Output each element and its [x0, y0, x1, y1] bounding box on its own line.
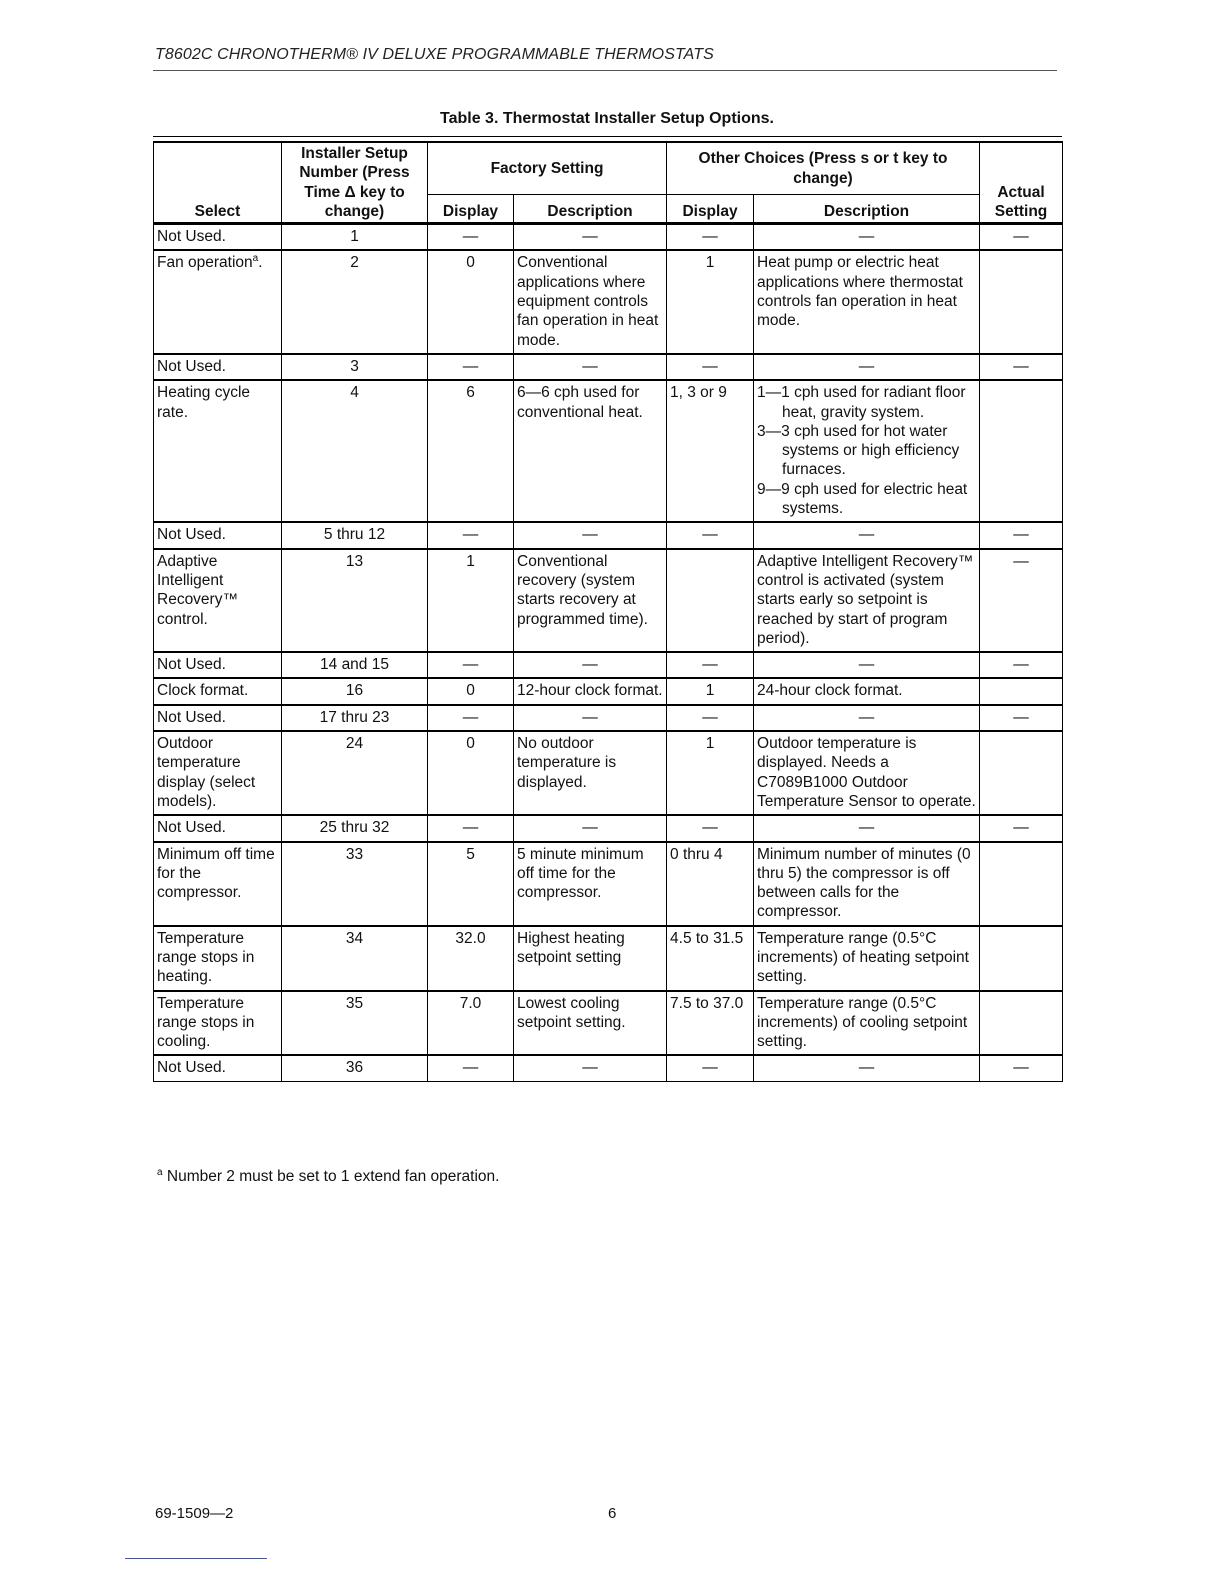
cell-factory-display: 0 [428, 731, 514, 815]
cell-other-description [754, 815, 980, 841]
cell-actual-setting: — [980, 354, 1063, 380]
header-select: Select [154, 142, 282, 224]
cell-factory-display: 0 [428, 678, 514, 704]
other-description-line: 9—9 cph used for electric heat systems. [757, 480, 968, 518]
footnote-ref: a [252, 253, 259, 265]
footnote-text: Number 2 must be set to 1 extend fan operation. [166, 1168, 500, 1185]
table-row [154, 250, 1063, 353]
footnote-marker: a [157, 1166, 163, 1178]
cell-other-display [667, 549, 754, 652]
cell-other-display: 7.5 to 37.0 [667, 991, 754, 1056]
cell-factory-display: 0 [428, 250, 514, 353]
cell-other-display: 0 thru 4 [667, 842, 754, 926]
cell-other-description [754, 842, 980, 926]
cell-factory-display: 1 [428, 549, 514, 652]
cell-factory-description: — [514, 354, 667, 380]
cell-factory-description: Conventional recovery (system starts recovery at programmed time). [514, 549, 667, 652]
table-row [154, 224, 1063, 251]
cell-other-description [754, 1055, 980, 1081]
select-text: Not Used. [157, 357, 226, 375]
cell-select [154, 991, 282, 1056]
table-row [154, 522, 1063, 548]
table-row [154, 652, 1063, 678]
cell-other-description [754, 926, 980, 991]
cell-other-display: — [667, 815, 754, 841]
cell-select [154, 815, 282, 841]
cell-select [154, 380, 282, 522]
cell-factory-display: — [428, 522, 514, 548]
cell-actual-setting [980, 250, 1063, 353]
cell-select [154, 652, 282, 678]
cell-select [154, 224, 282, 251]
cell-factory-display: — [428, 354, 514, 380]
cell-setup-number: 17 thru 23 [282, 705, 428, 731]
select-text: Not Used. [157, 526, 226, 544]
cell-factory-description: — [514, 705, 667, 731]
table-row [154, 678, 1063, 704]
header-other-display: Display [667, 195, 754, 224]
cell-factory-description: Highest heating setpoint setting [514, 926, 667, 991]
table-row [154, 354, 1063, 380]
table-row [154, 380, 1063, 522]
header-actual-setting: Actual Setting [980, 142, 1063, 224]
header-other-choices: Other Choices (Press s or t key to change) [667, 142, 980, 195]
running-header: T8602C CHRONOTHERM® IV DELUXE PROGRAMMABLE THERMOSTATS [155, 46, 714, 63]
select-text: Outdoor temperature display (select models). [157, 735, 256, 810]
other-description-line: — [858, 357, 875, 375]
cell-other-description [754, 731, 980, 815]
cell-actual-setting: — [980, 1055, 1063, 1081]
cell-factory-description: 5 minute minimum off time for the compressor. [514, 842, 667, 926]
other-description-line: — [858, 526, 875, 544]
header-other-description: Description [754, 195, 980, 224]
cell-other-display: 1 [667, 731, 754, 815]
other-description-line: 24-hour clock format. [757, 682, 903, 700]
other-description-line: Minimum number of minutes (0 thru 5) the compressor is off between calls for the compressor. [757, 845, 971, 921]
table-row [154, 991, 1063, 1056]
cell-actual-setting: — [980, 549, 1063, 652]
select-text: Heating cycle rate. [157, 384, 251, 421]
cell-factory-description: 12-hour clock format. [514, 678, 667, 704]
header-factory-setting: Factory Setting [428, 142, 667, 195]
table-row [154, 842, 1063, 926]
table-row [154, 815, 1063, 841]
cell-other-description [754, 991, 980, 1056]
cell-setup-number: 5 thru 12 [282, 522, 428, 548]
cell-factory-description: — [514, 652, 667, 678]
table-row [154, 549, 1063, 652]
select-text: Not Used. [157, 819, 226, 837]
cell-other-display: — [667, 522, 754, 548]
cell-other-description [754, 705, 980, 731]
table-footnote [157, 1168, 499, 1186]
table-body [154, 224, 1063, 1082]
cell-factory-display: 6 [428, 380, 514, 522]
select-text: Not Used. [157, 656, 226, 674]
cell-other-description [754, 380, 980, 522]
cell-other-display: 1 [667, 678, 754, 704]
cell-other-description [754, 678, 980, 704]
cell-setup-number: 35 [282, 991, 428, 1056]
select-text: Temperature range stops in heating. [157, 929, 255, 986]
cell-select [154, 926, 282, 991]
document-number: 69-1509—2 [155, 1505, 234, 1522]
cell-setup-number: 2 [282, 250, 428, 353]
cell-factory-display: — [428, 1055, 514, 1081]
cell-factory-description: — [514, 1055, 667, 1081]
cell-other-display: — [667, 224, 754, 251]
cell-other-description [754, 549, 980, 652]
cell-other-display: — [667, 354, 754, 380]
cell-select [154, 842, 282, 926]
cell-setup-number: 33 [282, 842, 428, 926]
cell-actual-setting: — [980, 815, 1063, 841]
cell-setup-number: 3 [282, 354, 428, 380]
cell-setup-number: 13 [282, 549, 428, 652]
cell-other-display: — [667, 705, 754, 731]
cell-factory-description: Lowest cooling setpoint setting. [514, 991, 667, 1056]
cell-actual-setting [980, 678, 1063, 704]
other-description-line: 1—1 cph used for radiant floor heat, gravity system. [757, 384, 966, 421]
cell-other-description [754, 652, 980, 678]
cell-other-display: 4.5 to 31.5 [667, 926, 754, 991]
other-description-line: — [858, 1059, 875, 1077]
table-row [154, 731, 1063, 815]
other-description-line: Temperature range (0.5°C increments) of heating setpoint setting. [757, 929, 969, 986]
cell-select [154, 250, 282, 353]
header-setup-number: Installer Setup Number (Press Time Δ key to change) [282, 142, 428, 224]
cell-factory-description: 6—6 cph used for conventional heat. [514, 380, 667, 522]
cell-factory-display: — [428, 224, 514, 251]
cell-select [154, 522, 282, 548]
cell-actual-setting: — [980, 224, 1063, 251]
other-description-line: Outdoor temperature is displayed. Needs a C7089B1000 Outdoor Temperature Sensor to operate. [757, 735, 976, 810]
cell-other-description [754, 224, 980, 251]
cell-factory-display: 5 [428, 842, 514, 926]
cell-select [154, 678, 282, 704]
cell-actual-setting: — [980, 522, 1063, 548]
select-text: Clock format. [157, 682, 249, 700]
cell-factory-display: — [428, 705, 514, 731]
other-description-line: Heat pump or electric heat applications where thermostat controls fan operation in heat mode. [757, 254, 963, 330]
select-text: Temperature range stops in cooling. [157, 994, 255, 1051]
cell-factory-display: — [428, 815, 514, 841]
cell-actual-setting: — [980, 705, 1063, 731]
table-row [154, 1055, 1063, 1081]
cell-select [154, 549, 282, 652]
cell-actual-setting [980, 991, 1063, 1056]
cell-other-description [754, 522, 980, 548]
cell-setup-number: 36 [282, 1055, 428, 1081]
other-description-line: — [858, 228, 875, 246]
select-text: Not Used. [157, 708, 226, 726]
cell-setup-number: 34 [282, 926, 428, 991]
cell-factory-display: 7.0 [428, 991, 514, 1056]
setup-options-table-wrap [153, 136, 1062, 1082]
cell-other-display: — [667, 1055, 754, 1081]
cell-select [154, 731, 282, 815]
table-row [154, 705, 1063, 731]
setup-options-table [153, 141, 1063, 1082]
cell-factory-description: — [514, 522, 667, 548]
cell-factory-display: 32.0 [428, 926, 514, 991]
cell-factory-description: No outdoor temperature is displayed. [514, 731, 667, 815]
cell-setup-number: 16 [282, 678, 428, 704]
cell-setup-number: 24 [282, 731, 428, 815]
cell-actual-setting: — [980, 652, 1063, 678]
select-text: Not Used. [157, 228, 226, 246]
table-row [154, 926, 1063, 991]
cell-setup-number: 1 [282, 224, 428, 251]
other-description-line: — [858, 819, 875, 837]
cell-other-description [754, 354, 980, 380]
cell-actual-setting [980, 380, 1063, 522]
bottom-link-rule [125, 1558, 267, 1559]
cell-factory-description: Conventional applications where equipment controls fan operation in heat mode. [514, 250, 667, 353]
header-factory-description: Description [514, 195, 667, 224]
table-title: Table 3. Thermostat Installer Setup Options. [440, 110, 774, 127]
cell-other-display: — [667, 652, 754, 678]
select-text: Adaptive Intelligent Recovery™ control. [157, 552, 238, 628]
header-rule [153, 70, 1057, 71]
select-text: Fan operation [157, 254, 253, 272]
cell-other-display: 1 [667, 250, 754, 353]
cell-factory-description: — [514, 224, 667, 251]
cell-actual-setting [980, 842, 1063, 926]
cell-setup-number: 14 and 15 [282, 652, 428, 678]
other-description-line: — [858, 656, 875, 674]
cell-factory-display: — [428, 652, 514, 678]
select-text: Not Used. [157, 1059, 226, 1077]
select-text: Minimum off time for the compressor. [157, 845, 275, 902]
select-suffix: . [258, 254, 263, 272]
cell-select [154, 354, 282, 380]
header-factory-display: Display [428, 195, 514, 224]
other-description-line: 3—3 cph used for hot water systems or high efficiency furnaces. [757, 422, 960, 479]
page-number: 6 [608, 1505, 617, 1522]
other-description-line: Adaptive Intelligent Recovery™ control is activated (system starts early so setpoint is reached by start of program period). [757, 552, 974, 647]
cell-actual-setting [980, 926, 1063, 991]
other-description-line: — [858, 708, 875, 726]
cell-actual-setting [980, 731, 1063, 815]
other-description-line: Temperature range (0.5°C increments) of cooling setpoint setting. [757, 994, 968, 1051]
cell-other-description [754, 250, 980, 353]
cell-setup-number: 4 [282, 380, 428, 522]
cell-select [154, 1055, 282, 1081]
cell-select [154, 705, 282, 731]
cell-other-display: 1, 3 or 9 [667, 380, 754, 522]
cell-factory-description: — [514, 815, 667, 841]
cell-setup-number: 25 thru 32 [282, 815, 428, 841]
